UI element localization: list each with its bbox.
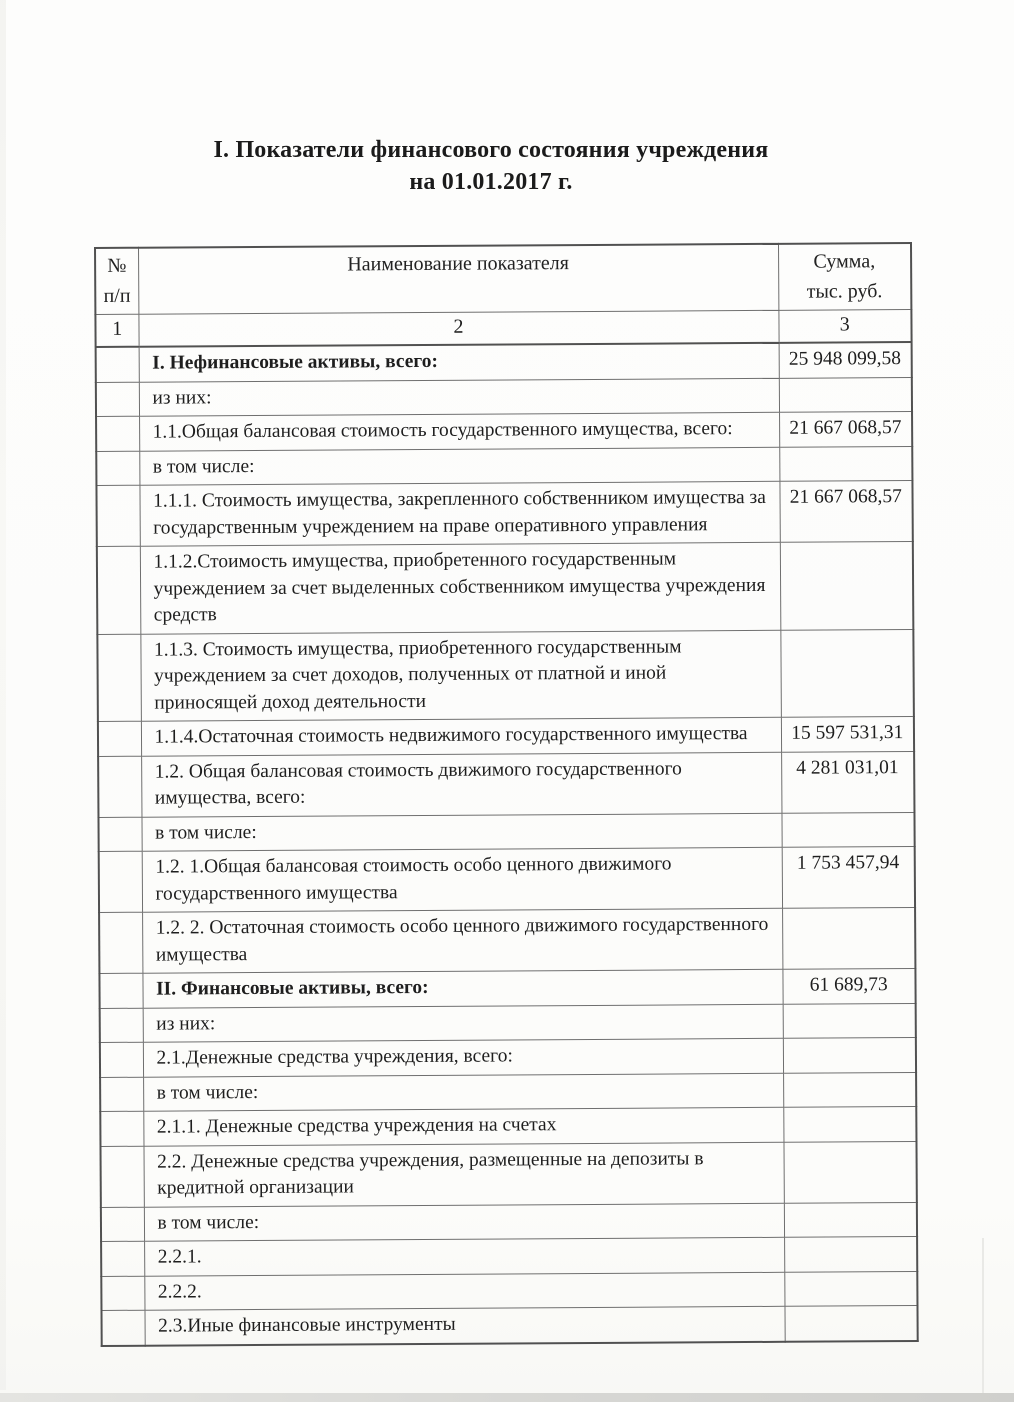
table-row	[99, 907, 915, 973]
indicator-name-cell: 2.2. Денежные средства учреждения, размещенные на депозиты в кредитной организации	[143, 1142, 783, 1207]
scanner-edge-line-artifact	[982, 1238, 984, 1394]
table-row	[96, 377, 912, 416]
indicator-name-cell: II. Финансовые активы, всего:	[142, 969, 782, 1007]
indicator-value-cell	[783, 1141, 916, 1203]
indicator-name-cell: 1.2. 2. Остаточная стоимость особо ценного движимого государственного имущества	[142, 908, 782, 973]
table-row	[96, 481, 912, 547]
table-row	[101, 1305, 917, 1345]
table-row	[101, 1202, 917, 1241]
table-row	[101, 1271, 917, 1310]
col-header-indicator-name-label: Наименование показателя	[347, 252, 570, 276]
row-number-cell	[99, 912, 142, 973]
table-row	[96, 342, 912, 382]
indicator-name-cell: 1.1.1. Стоимость имущества, закрепленного собственником имущества за государственным учреждением на праве оперативного управления	[139, 481, 779, 546]
table-row	[100, 1037, 916, 1076]
indicator-value-cell	[780, 542, 914, 630]
table-row	[100, 1106, 916, 1145]
indicator-name-cell: 2.3.Иные финансовые инструменты	[144, 1306, 784, 1345]
indicator-name-cell: 2.1.Денежные средства учреждения, всего:	[143, 1038, 783, 1076]
column-number-3: 3	[778, 310, 911, 343]
indicator-name-cell: 2.2.1.	[144, 1237, 784, 1275]
row-number-cell	[100, 1077, 143, 1112]
indicator-name-cell: 2.2.2.	[144, 1272, 784, 1310]
column-number-2: 2	[138, 310, 778, 346]
table-body	[96, 342, 918, 1345]
row-number-cell	[98, 756, 141, 817]
table-row	[96, 412, 912, 451]
table-row	[99, 968, 915, 1007]
row-number-cell	[100, 1042, 143, 1077]
indicator-name-cell: 1.1.Общая балансовая стоимость государственного имущества, всего:	[139, 412, 779, 450]
indicator-name-cell: в том числе:	[144, 1203, 784, 1241]
document-title-line1: I. Показатели финансового состояния учреждения	[213, 137, 769, 163]
col-header-row-number-line1: №	[107, 254, 127, 277]
row-number-cell	[98, 817, 141, 852]
indicator-name-cell: I. Нефинансовые активы, всего:	[139, 343, 779, 382]
indicator-name-cell: 1.1.2.Стоимость имущества, приобретенного государственным учреждением за счет выделенных собственником имущества учреждения средств	[140, 542, 781, 633]
col-header-row-number-line2: п/п	[103, 284, 131, 307]
column-numbers-row	[95, 310, 911, 347]
indicator-value-cell	[779, 377, 912, 412]
row-number-cell	[101, 1310, 144, 1345]
indicator-value-cell	[784, 1305, 917, 1341]
indicator-value-cell: 25 948 099,58	[779, 342, 912, 378]
column-number-1: 1	[95, 314, 138, 347]
row-number-cell	[97, 546, 141, 634]
table-row	[96, 446, 912, 485]
table-row	[98, 812, 914, 851]
indicator-value-cell	[784, 1202, 917, 1237]
financial-indicators-table	[94, 242, 919, 1346]
indicator-value-cell	[783, 1106, 916, 1141]
col-header-sum-line2: тыс. руб.	[806, 280, 883, 303]
table-row	[97, 629, 914, 721]
row-number-cell	[101, 1241, 144, 1276]
table-row	[100, 1003, 916, 1042]
indicator-value-cell	[779, 446, 912, 481]
row-number-cell	[96, 347, 139, 382]
indicator-value-cell: 4 281 031,01	[781, 751, 914, 813]
table-row	[98, 751, 914, 817]
scanner-left-smudge-artifact	[0, 0, 6, 1390]
indicator-value-cell	[781, 812, 914, 847]
col-header-sum	[778, 243, 911, 310]
document-title-line2: на 01.01.2017 г.	[409, 169, 573, 195]
indicator-name-cell: в том числе:	[139, 447, 779, 485]
indicator-name-cell: 1.2. 1.Общая балансовая стоимость особо ценного движимого государственного имущества	[142, 847, 782, 912]
indicator-name-cell: из них:	[139, 378, 779, 416]
indicator-value-cell	[780, 629, 914, 717]
table-row	[101, 1236, 917, 1275]
indicator-name-cell: в том числе:	[143, 1073, 783, 1111]
indicator-value-cell: 1 753 457,94	[782, 846, 915, 908]
document-title	[0, 134, 1014, 198]
indicator-value-cell: 61 689,73	[782, 968, 915, 1003]
indicator-name-cell: в том числе:	[141, 813, 781, 851]
indicator-name-cell: из них:	[143, 1004, 783, 1042]
table-row	[100, 1072, 916, 1111]
col-header-indicator-name	[138, 244, 778, 314]
indicator-name-cell: 1.1.3. Стоимость имущества, приобретенного государственным учреждением за счет доходов, полученных от платной и иной приносящей доход деятельности	[140, 630, 781, 721]
row-number-cell	[96, 382, 139, 417]
table-header-row	[95, 243, 911, 314]
indicator-value-cell: 15 597 531,31	[781, 717, 914, 752]
row-number-cell	[101, 1207, 144, 1242]
row-number-cell	[96, 451, 139, 486]
indicator-value-cell	[783, 1072, 916, 1107]
scanner-bottom-edge-artifact	[0, 1393, 1014, 1402]
row-number-cell	[101, 1276, 144, 1311]
row-number-cell	[99, 973, 142, 1008]
table-row	[97, 542, 914, 634]
indicator-value-cell: 21 667 068,57	[779, 412, 912, 447]
row-number-cell	[98, 721, 141, 756]
indicator-value-cell	[784, 1236, 917, 1271]
row-number-cell	[96, 416, 139, 451]
indicator-value-cell	[782, 907, 915, 969]
indicator-value-cell	[783, 1003, 916, 1038]
indicator-name-cell: 1.1.4.Остаточная стоимость недвижимого государственного имущества	[141, 717, 781, 755]
row-number-cell	[97, 634, 141, 722]
indicator-name-cell: 1.2. Общая балансовая стоимость движимого государственного имущества, всего:	[141, 752, 781, 817]
row-number-cell	[100, 1111, 143, 1146]
table-row	[98, 717, 914, 756]
table-row	[100, 1141, 916, 1207]
indicator-name-cell: 2.1.1. Денежные средства учреждения на счетах	[143, 1107, 783, 1145]
row-number-cell	[99, 851, 142, 912]
indicator-value-cell	[783, 1037, 916, 1072]
row-number-cell	[96, 485, 139, 546]
indicator-value-cell	[784, 1271, 917, 1306]
indicator-value-cell: 21 667 068,57	[779, 481, 912, 543]
col-header-row-number	[95, 248, 138, 315]
row-number-cell	[100, 1146, 143, 1207]
table-row	[99, 846, 915, 912]
row-number-cell	[100, 1008, 143, 1043]
col-header-sum-line1: Сумма,	[813, 250, 876, 273]
